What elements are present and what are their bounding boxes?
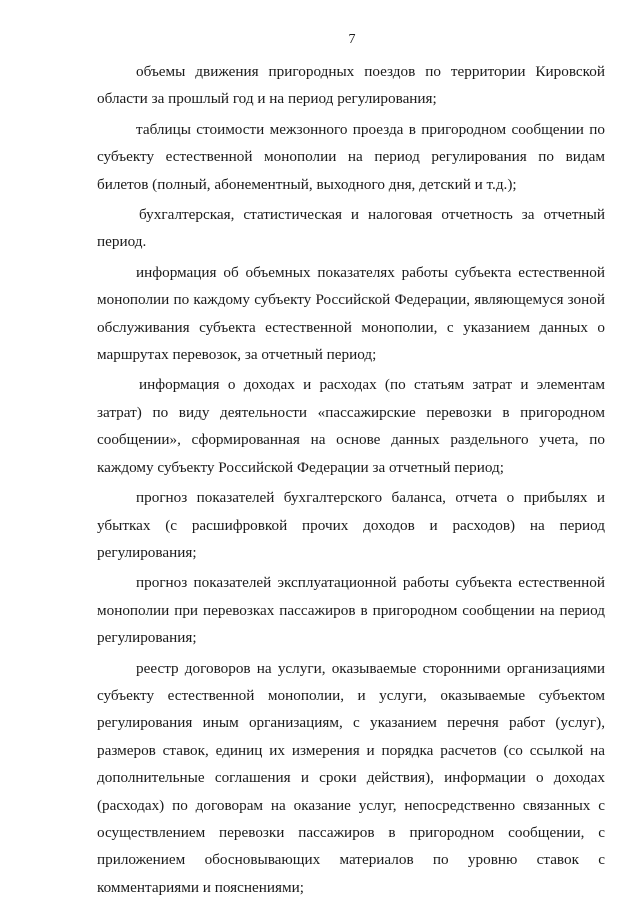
paragraph: бухгалтерская, статистическая и налоговая отчетность за отчетный период. — [97, 206, 605, 251]
paragraph: реестр договоров на услуги, оказываемые сторонними организациями субъекту естественной монополии, и услуги, оказываемые субъектом регулирования иным организациям, с указанием перечня работ (услуг), размеров ставок, единиц их измерения и порядка расчетов (со ссылкой на дополнительные соглашения и сроки действия), информации о доходах (расходах) по договорам на оказание услуг, непосредственно связанных с осуществлением перевозки пассажиров в пригородном сообщении, с приложением обосновывающих материалов по уровню ставок с комментариями и пояснениями; — [97, 659, 605, 896]
paragraph: прогноз показателей бухгалтерского баланса, отчета о прибылях и убытках (с расшифровкой прочих доходов и расходов) на период регулирования; — [97, 489, 605, 561]
document-body — [97, 58, 605, 904]
paragraph: информация о доходах и расходах (по статьям затрат и элементам затрат) по виду деятельности «пассажирские перевозки в пригородном сообщении», сформированная на основе данных раздельного учета, по каждому субъекту Российской Федерации за отчетный период; — [97, 376, 605, 476]
paragraph: прогноз показателей эксплуатационной работы субъекта естественной монополии при перевозках пассажиров в пригородном сообщении на период регулирования; — [97, 574, 605, 647]
paragraph: таблицы стоимости межзонного проезда в пригородном сообщении по субъекту естественной монополии на период регулирования по видам билетов (полный, абонементный, выходного дня, детский и т.д.); — [97, 120, 605, 193]
corner-mark — [560, 0, 620, 4]
page-number: 7 — [348, 32, 356, 47]
paragraph: объемы движения пригородных поездов по территории Кировской области за прошлый год и на период регулирования; — [97, 63, 605, 108]
paragraph: информация об объемных показателях работы субъекта естественной монополии по каждому субъекту Российской Федерации, являющемуся зоной обслуживания субъекта естественной монополии, с указанием данных о маршрутах перевозок, за отчетный период; — [97, 263, 605, 364]
